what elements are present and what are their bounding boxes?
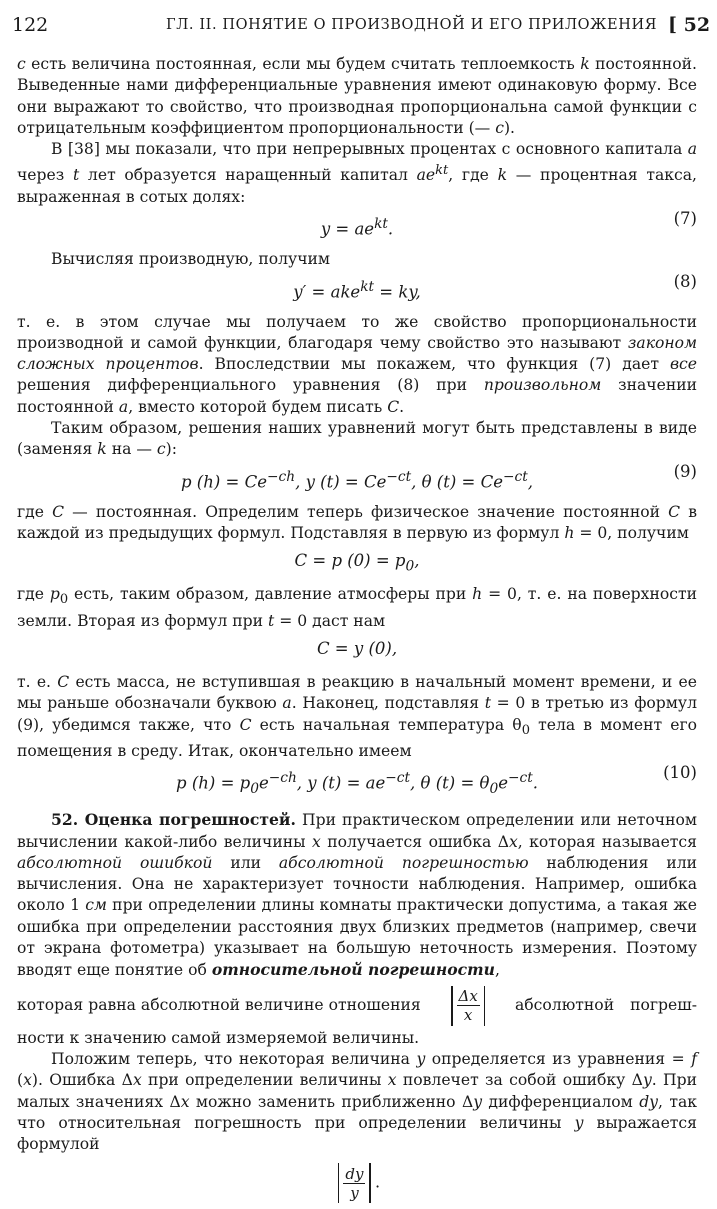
equation-8: y′ = ake$^{kt}$ = ky, (8)	[293, 271, 697, 302]
section-number: [ 52	[668, 14, 711, 36]
equation-10: p $(h) = p_0e^{-ch}$, y $(t) = ae^{-ct}$, θ $(t) = \theta_0e^{-ct}$. (10)	[176, 763, 697, 798]
equation-number: (7)	[673, 209, 697, 229]
paragraph-7: где $p_0$ есть, таким образом, давление атмосферы при h = 0, т. е. на поверхности земли. Вторая из формул при t = 0 даст нам	[17, 585, 697, 630]
paragraph-4: т. е. в этом случае мы получаем то же свойство пропорциональности производной и самой функции, благодаря чему свойство это называют законом сложных процентов. Впоследствии мы покажем, что функция (7) дает все решения дифференциального уравнения (8) при произвольном значении постоянной a, вместо которой будем писать C.	[17, 312, 698, 416]
relative-error-line: которая равна абсолютной величине отношения $\frac{\Delta x}{x}$ абсолютной погреш-	[17, 987, 697, 1025]
equation-number: (10)	[663, 763, 697, 783]
paragraph-5: Таким образом, решения наших уравнений могут быть представлены в виде (заменяя k на — c):	[17, 419, 697, 459]
equation-c-mass: C = y (0),	[316, 638, 398, 658]
page-body	[17, 54, 697, 1209]
section-52-paragraph: 52. Оценка погрешностей. При практическом определении или неточном вычислении какой-либо величины x получается ошибка Δx, которая называется абсолютной ошибкой или абсолютной погрешностью наблюдения или вычисления. Она не характеризует точности наблюдения. Например, ошибка около 1 см при определении длины комнаты практически допустима, а такая же ошибка при определении расстояния двух близких предметов (например, свечи от экрана фотометра) указывает на большую неточность измерения. Поэтому вводят еще понятие об относительной погрешности,	[17, 810, 698, 980]
page-number: 122	[12, 14, 49, 36]
equation-number: (8)	[673, 271, 697, 291]
equation-c-pressure: C = p $(0) = p_0$,	[294, 551, 420, 575]
final-formula: $\frac{dy}{y}$ .	[17, 1163, 697, 1209]
equation-number: (9)	[673, 461, 697, 481]
paragraph-1: c есть величина постоянная, если мы будем считать теплоемкость k постоянной. Выведенные нами дифференциальные уравнения имеют одинаковую форму. Все они выражают то свойство, что производная пропорциональна самой функции с отрицательным коэффициентом пропорциональности (— c).	[17, 55, 697, 137]
paragraph-3: Вычисляя производную, получим	[51, 250, 331, 269]
paragraph-10: Положим теперь, что некоторая величина y определяется из уравнения = f (x). Ошибка Δx при определении величины x повлечет за собой ошибку Δy. При малых значениях Δx можно заменить приближенно Δy дифференциалом dy, так что относительная погрешность при определении величины y выражается формулой	[17, 1049, 697, 1154]
paragraph-6: где C — постоянная. Определим теперь физическое значение постоянной C в каждой из предыдущих формул. Подставляя в первую из формул h = 0, получим	[17, 502, 697, 542]
paragraph-2: В [38] мы показали, что при непрерывных процентах с основного капитала a через t лет образуется наращенный капитал $ae^{kt}$, где k — процентная такса, выраженная в сотых долях:	[17, 140, 697, 206]
equation-7: $y = ae^{kt}$. (7)	[320, 209, 697, 239]
paragraph-9: ности к значению самой измеряемой величины.	[17, 1028, 420, 1047]
running-header	[0, 14, 717, 40]
chapter-title: ГЛ. II. ПОНЯТИЕ О ПРОИЗВОДНОЙ И ЕГО ПРИЛОЖЕНИЯ	[166, 17, 658, 33]
paragraph-8: т. е. C есть масса, не вступившая в реакцию в начальный момент времени, и ее мы раньше обозначали буквою a. Наконец, подставляя t = 0 в третью из формул (9), убедимся также, что C есть начальная температура $\theta_0$ тела в момент его помещения в среду. Итак, окончательно имеем	[17, 672, 698, 760]
abs-fraction: $\frac{\Delta x}{x}$	[447, 986, 489, 1026]
equation-9: p $(h) = Ce^{-ch}$, y $(t) = Ce^{-ct}$, θ $(t) = Ce^{-ct}$, (9)	[181, 461, 697, 492]
section-heading: 52. Оценка погрешностей.	[51, 810, 296, 830]
